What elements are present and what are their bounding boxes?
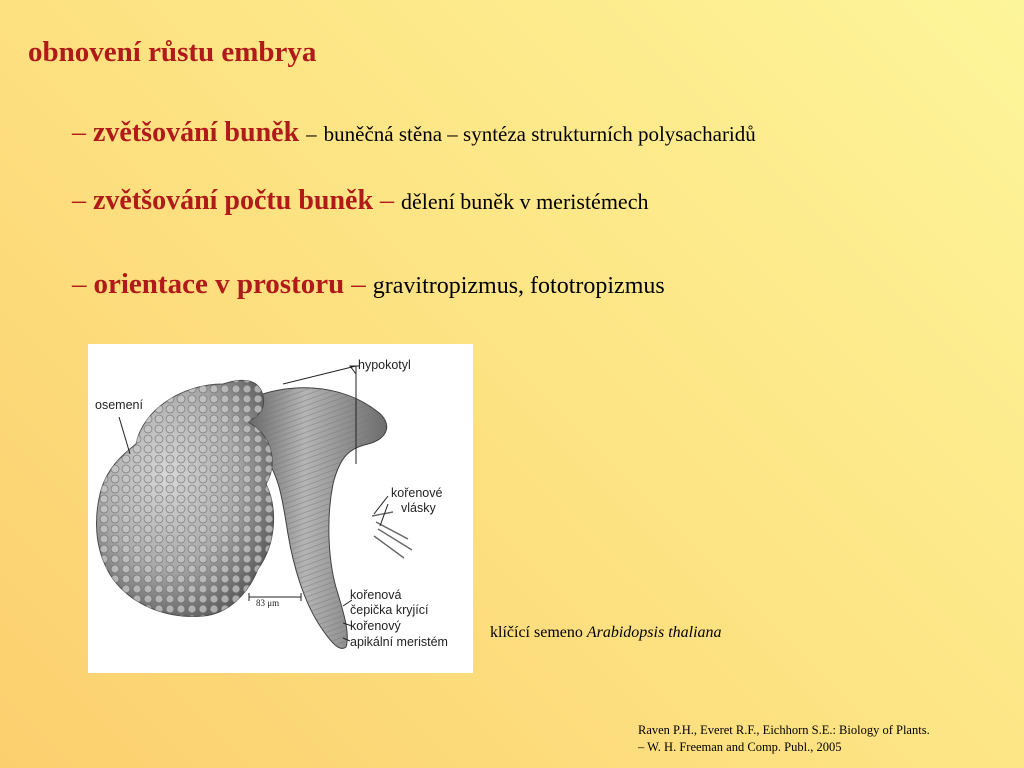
citation-line-1: Raven P.H., Everet R.F., Eichhorn S.E.: Biology of Plants. (638, 723, 930, 737)
root-hairs-shape (372, 512, 412, 558)
label-root-cap-line4: apikální meristém (350, 635, 448, 649)
label-root-cap-line2: čepička kryjící (350, 603, 429, 617)
bullet-separator: – (380, 185, 395, 216)
label-root-hairs-line1: kořenové (391, 486, 443, 500)
citation (638, 722, 930, 756)
bullet-term: zvětšování počtu buněk (93, 185, 374, 216)
bullet-cell-enlargement (72, 117, 756, 149)
label-seed-coat: osemení (95, 398, 143, 412)
scale-bar-label: 83 μm (256, 598, 280, 608)
figure-caption (490, 624, 722, 642)
bullet-term: zvětšování buněk (93, 117, 300, 148)
bullet-dash: – (72, 268, 87, 300)
bullet-separator: – (351, 268, 366, 300)
caption-species: Arabidopsis thaliana (586, 624, 722, 641)
bullet-separator: – (306, 122, 317, 146)
bullet-description: dělení buněk v meristémech (401, 189, 649, 214)
bullet-dash: – (72, 117, 86, 148)
bullet-dash: – (72, 185, 86, 216)
citation-line-2: – W. H. Freeman and Comp. Publ., 2005 (638, 740, 842, 754)
bullet-description: gravitropizmus, fototropizmus (372, 273, 665, 299)
caption-prefix: klíčící semeno (490, 624, 583, 641)
bullet-description: buněčná stěna – syntéza strukturních polysacharidů (323, 122, 756, 146)
label-hypocotyl: hypokotyl (358, 358, 411, 372)
page-title: obnovení růstu embrya (28, 36, 317, 68)
seedling-micrograph (88, 344, 473, 673)
label-root-cap-line3: kořenový (350, 619, 401, 633)
label-root-hairs-line2: vlásky (401, 501, 436, 515)
bullet-cell-division (72, 185, 648, 217)
label-root-cap-line1: kořenová (350, 588, 402, 602)
bullet-term: orientace v prostoru (93, 268, 345, 300)
bullet-orientation (72, 268, 665, 301)
